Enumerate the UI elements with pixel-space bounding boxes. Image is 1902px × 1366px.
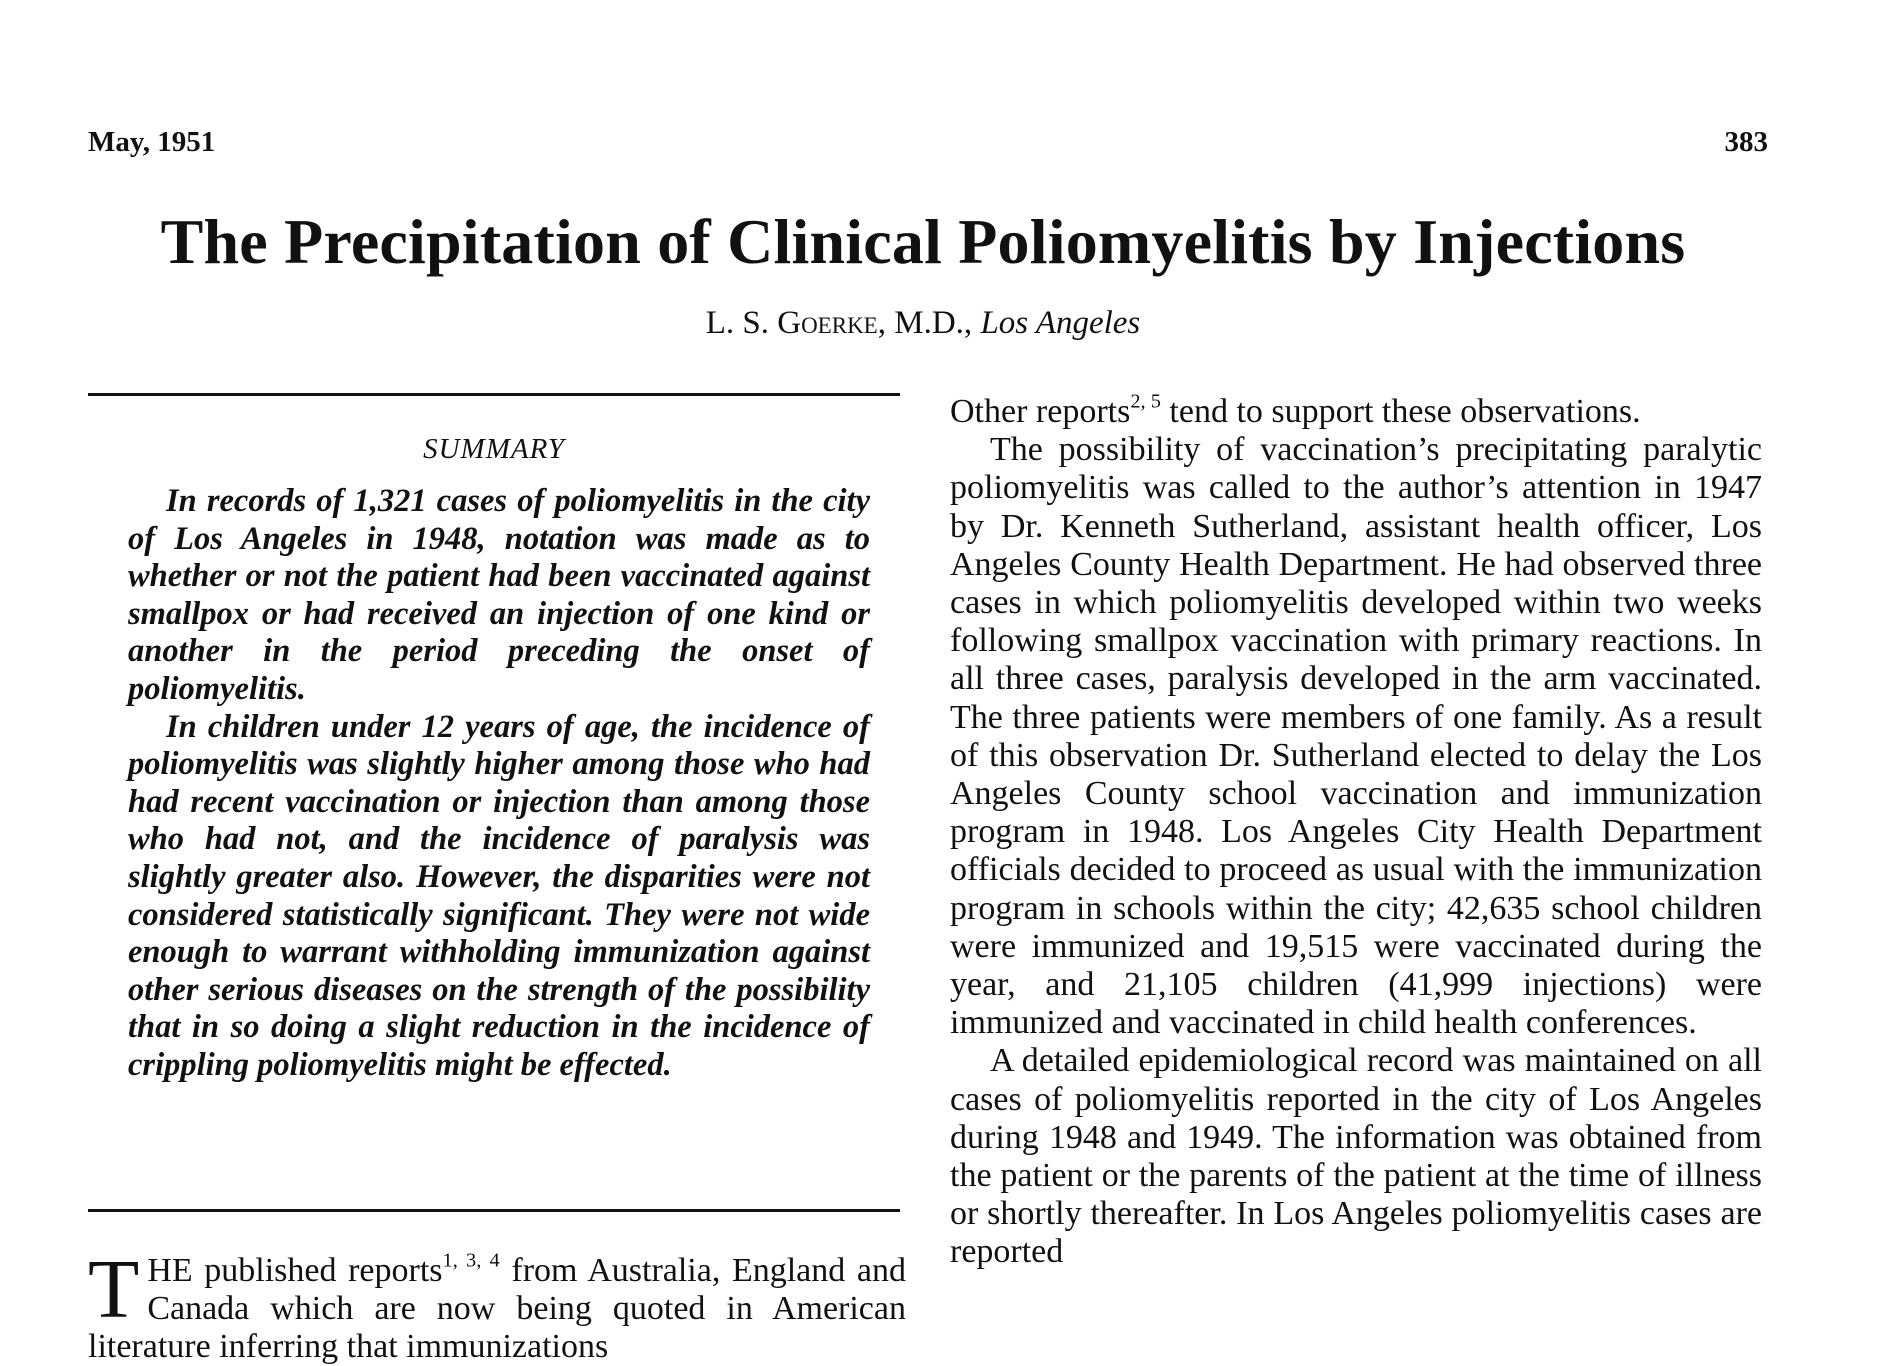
intro-text: HE published reports xyxy=(147,1252,443,1289)
summary-bottom-rule xyxy=(88,1209,900,1212)
intro-paragraph xyxy=(88,1243,906,1366)
issue-date: May, 1951 xyxy=(88,126,216,158)
right-column xyxy=(950,390,1762,1272)
reference-marker: 1, 3, 4 xyxy=(442,1249,500,1272)
byline xyxy=(0,305,1846,342)
body-paragraph: A detailed epidemiological record was maintained on all cases of poliomyelitis reported in the city of Los Angeles during 1948 and 1949. The information was obtained from the patient or the parents of the patient at the time of illness or shortly thereafter. In Los Angeles poliomyelitis cases are reported xyxy=(950,1042,1762,1271)
body-paragraph: The possibility of vaccination’s precipitating paralytic poliomyelitis was called to the author’s attention in 1947 by Dr. Kenneth Sutherland, assistant health officer, Los Angeles County Health Department. He had observed three cases in which poliomyelitis developed within two weeks following smallpox vaccination with primary reactions. In all three cases, paralysis developed in the arm vaccinated. The three patients were members of one family. As a result of this observation Dr. Sutherland elected to delay the Los Angeles County school vaccination and immunization program in 1948. Los Angeles City Health Department officials decided to proceed as usual with the immunization program in schools within the city; 42,635 school children were immunized and 19,515 were vaccinated during the year, and 21,105 children (41,999 injections) were immunized and vaccinated in child health conferences. xyxy=(950,431,1762,1042)
body-text: tend to support these observations. xyxy=(1160,393,1641,430)
drop-cap: T xyxy=(88,1243,140,1336)
summary-block xyxy=(128,483,870,1085)
summary-paragraph: In children under 12 years of age, the incidence of poliomyelitis was slightly higher among those who had had recent vaccination or injection than among those who had not, and the incidence of paralysis was slightly greater also. However, the disparities were not considered statistically significant. They were not wide enough to warrant withholding immunization against other serious diseases on the strength of the possibility that in so doing a slight reduction in the incidence of crippling poliomyelitis might be effected. xyxy=(128,708,870,1083)
article-title: The Precipitation of Clinical Poliomyelitis by Injections xyxy=(160,206,1686,277)
body-text: Other reports xyxy=(950,393,1131,430)
reference-marker: 2, 5 xyxy=(1130,390,1161,413)
author-city: Los Angeles xyxy=(980,305,1141,341)
body-paragraph xyxy=(950,390,1762,431)
intro-text: from Australia, England and Canada which are now being quoted in American literature inferring that immunizations xyxy=(88,1252,906,1365)
summary-top-rule xyxy=(88,393,900,396)
page-number: 383 xyxy=(1724,126,1768,158)
author-degree: , M.D., xyxy=(877,305,981,341)
summary-paragraph: In records of 1,321 cases of poliomyelitis in the city of Los Angeles in 1948, notation was made as to whether or not the patient had been vaccinated against smallpox or had received an injection of one kind or another in the period preceding the onset of poliomyelitis. xyxy=(128,483,870,707)
author-name: L. S. Goerke xyxy=(705,305,878,341)
summary-heading: SUMMARY xyxy=(423,433,565,465)
